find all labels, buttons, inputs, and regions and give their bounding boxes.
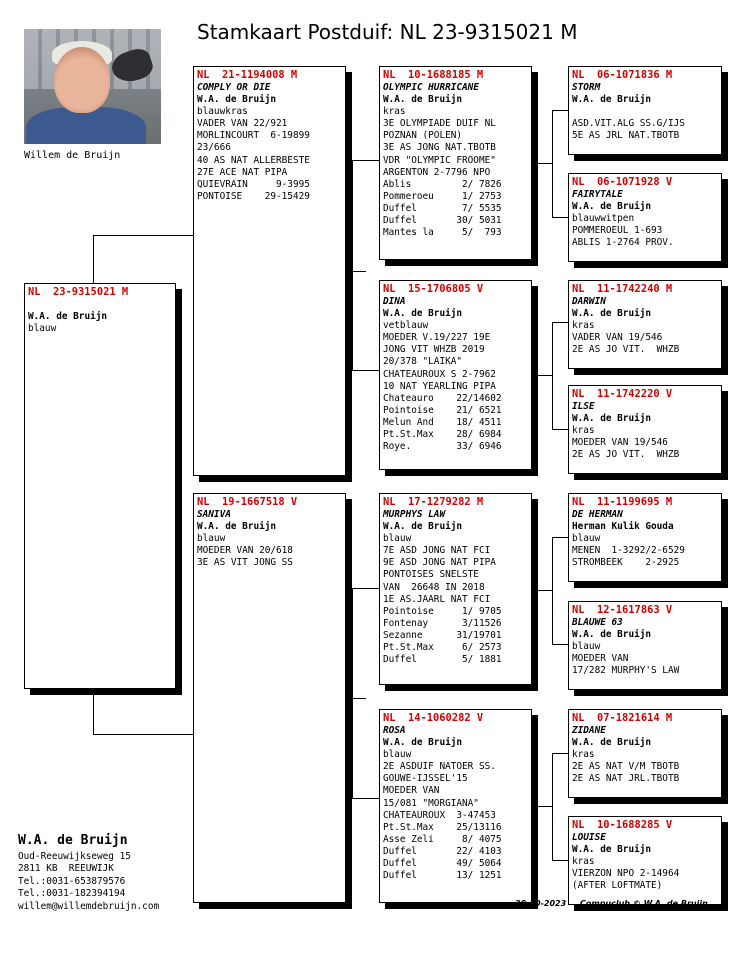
- owner-address: Oud-Reeuwijkseweg 15: [18, 851, 131, 862]
- info-line: QUIEVRAIN 9-3995: [197, 178, 310, 190]
- info-line: 7E ASD JONG NAT FCI: [383, 545, 491, 557]
- breeder-name: W.A. de Bruijn: [383, 521, 463, 533]
- connector-line: [346, 271, 366, 272]
- info-line: MORLINCOURT 6-19899: [197, 130, 310, 142]
- info-line: Roye. 33/ 6946: [383, 441, 502, 453]
- info-line: blauw: [572, 641, 601, 653]
- info-line: blauwkras: [197, 106, 248, 118]
- breeder-name: W.A. de Bruijn: [383, 308, 463, 320]
- pigeon-name: DARWIN: [572, 296, 606, 307]
- pigeon-card-sire-sire[interactable]: [379, 66, 532, 260]
- info-line: MOEDER VAN 20/618: [197, 545, 293, 557]
- ring-number: NL 17-1279282 M: [383, 496, 484, 508]
- connector-line: [552, 322, 568, 323]
- pigeon-card-dds[interactable]: [568, 709, 722, 798]
- info-line: 3E AS JONG NAT.TBOTB: [383, 142, 496, 154]
- info-line: Asse Zeli 8/ 4075: [383, 833, 502, 845]
- info-line: ARGENTON 2-7796 NPO: [383, 166, 491, 178]
- info-line: VADER VAN 22/921: [197, 118, 288, 130]
- info-line: Duffel 49/ 5064: [383, 858, 502, 870]
- connector-line: [93, 688, 94, 734]
- info-line: blauw: [383, 533, 412, 545]
- ring-number: NL 07-1821614 M: [572, 712, 673, 724]
- connector-line: [552, 429, 568, 430]
- spacer: [28, 299, 172, 311]
- info-line: 2E AS NAT JRL.TBOTB: [572, 773, 680, 785]
- ring-number: NL 11-1742220 V: [572, 388, 673, 400]
- info-line: Duffel 13/ 1251: [383, 870, 502, 882]
- pigeon-card-sss[interactable]: [568, 66, 722, 155]
- connector-line: [538, 590, 552, 591]
- connector-line: [538, 806, 552, 807]
- spacer: [572, 106, 718, 118]
- info-line: kras: [572, 749, 595, 761]
- info-line: 3E AS VIT JONG SS: [197, 557, 293, 569]
- info-line: kras: [383, 106, 406, 118]
- info-line: VIERZON NPO 2-14964: [572, 868, 680, 880]
- owner-photo: [24, 29, 161, 144]
- connector-line: [352, 160, 379, 161]
- info-line: Pommeroeu 1/ 2753: [383, 190, 502, 202]
- info-line: 1E AS.JAARL NAT FCI: [383, 593, 491, 605]
- info-line: Duffel 7/ 5535: [383, 202, 502, 214]
- info-line: Pt.St.Max 28/ 6984: [383, 429, 502, 441]
- photo-caption: Willem de Bruijn: [24, 150, 121, 161]
- ring-number: NL 19-1667518 V: [197, 496, 298, 508]
- ring-number: NL 14-1060282 V: [383, 712, 484, 724]
- info-line: Chateauro 22/14602: [383, 392, 502, 404]
- footer-credit: Compuclub © W.A. de Bruijn: [580, 899, 708, 908]
- connector-line: [93, 235, 193, 236]
- pigeon-name: OLYMPIC HURRICANE: [383, 82, 479, 93]
- connector-line: [552, 860, 568, 861]
- connector-line: [552, 644, 568, 645]
- info-line: blauw: [383, 749, 412, 761]
- page-title: Stamkaart Postduif: NL 23-9315021 M: [197, 20, 578, 44]
- pigeon-card-ddd[interactable]: [568, 816, 722, 905]
- info-line: GOUWE-IJSSEL'15: [383, 773, 468, 785]
- connector-line: [352, 798, 379, 799]
- info-line: VDR "OLYMPIC FROOME": [383, 154, 496, 166]
- info-line: PONTOISES SNELSTE: [383, 569, 479, 581]
- breeder-name: W.A. de Bruijn: [28, 311, 108, 323]
- pigeon-name: SANIVA: [197, 509, 231, 520]
- connector-line: [552, 322, 553, 429]
- owner-contact: [18, 833, 218, 913]
- info-line: blauwwitpen: [572, 213, 635, 225]
- ring-number: NL 10-1688185 M: [383, 69, 484, 81]
- breeder-name: W.A. de Bruijn: [572, 737, 652, 749]
- info-line: MOEDER VAN 19/546: [572, 437, 668, 449]
- pigeon-name: LOUISE: [572, 832, 606, 843]
- breeder-name: W.A. de Bruijn: [383, 94, 463, 106]
- pigeon-card-subject[interactable]: [24, 283, 176, 689]
- info-line: Pointoise 1/ 9705: [383, 605, 502, 617]
- info-line: 15/081 "MORGIANA": [383, 797, 479, 809]
- info-line: Pt.St.Max 25/13116: [383, 821, 502, 833]
- info-line: Sezanne 31/19701: [383, 629, 502, 641]
- pigeon-card-sire[interactable]: [193, 66, 346, 476]
- ring-number: NL 06-1071836 M: [572, 69, 673, 81]
- info-line: 10 NAT YEARLING PIPA: [383, 380, 496, 392]
- info-line: blauw: [197, 533, 226, 545]
- info-line: POZNAN (POLEN): [383, 130, 463, 142]
- pigeon-name: BLAUWE 63: [572, 617, 623, 628]
- info-line: 2E ASDUIF NATOER SS.: [383, 761, 496, 773]
- breeder-name: W.A. de Bruijn: [572, 308, 652, 320]
- breeder-name: W.A. de Bruijn: [383, 737, 463, 749]
- connector-line: [93, 235, 94, 284]
- info-line: 23/666: [197, 142, 231, 154]
- info-line: 9E ASD JONG NAT PIPA: [383, 557, 496, 569]
- pigeon-name: MURPHYS LAW: [383, 509, 446, 520]
- ring-number: NL 11-1742240 M: [572, 283, 673, 295]
- pigeon-card-dam-dam[interactable]: [379, 709, 532, 903]
- pigeon-card-sire-dam[interactable]: [379, 280, 532, 470]
- info-line: MENEN 1-3292/2-6529: [572, 545, 685, 557]
- pigeon-name: COMPLY OR DIE: [197, 82, 271, 93]
- info-line: (AFTER LOFTMATE): [572, 880, 663, 892]
- info-line: blauw: [572, 533, 601, 545]
- breeder-name: Herman Kulik Gouda: [572, 521, 674, 533]
- owner-phone-2: Tel.:0031-182394194: [18, 888, 126, 900]
- breeder-name: W.A. de Bruijn: [572, 844, 652, 856]
- pigeon-name: ROSA: [383, 725, 406, 736]
- pigeon-card-dam-sire[interactable]: [379, 493, 532, 685]
- info-line: STROMBEEK 2-2925: [572, 557, 680, 569]
- breeder-name: W.A. de Bruijn: [572, 201, 652, 213]
- footer-date: 29-10-2023: [515, 899, 567, 908]
- info-line: kras: [572, 320, 595, 332]
- info-line: 2E AS JO VIT. WHZB: [572, 344, 680, 356]
- info-line: 17/282 MURPHY'S LAW: [572, 665, 680, 677]
- info-line: ABLIS 1-2764 PROV.: [572, 237, 674, 249]
- ring-number: NL 10-1688285 V: [572, 819, 673, 831]
- pigeon-card-sds[interactable]: [568, 280, 722, 369]
- info-line: Mantes la 5/ 793: [383, 227, 502, 239]
- info-line: ASD.VIT.ALG SS.G/IJS: [572, 118, 685, 130]
- info-line: 2E AS JO VIT. WHZB: [572, 449, 680, 461]
- info-line: MOEDER VAN: [383, 785, 440, 797]
- info-line: 40 AS NAT ALLERBESTE: [197, 154, 310, 166]
- info-line: 2E AS NAT V/M TBOTB: [572, 761, 680, 773]
- connector-line: [552, 110, 553, 217]
- pigeon-name: DINA: [383, 296, 406, 307]
- breeder-name: W.A. de Bruijn: [197, 521, 277, 533]
- connector-line: [538, 375, 552, 376]
- ring-number: NL 06-1071928 V: [572, 176, 673, 188]
- info-line: Melun And 18/ 4511: [383, 416, 502, 428]
- info-line: kras: [572, 425, 595, 437]
- breeder-name: W.A. de Bruijn: [572, 413, 652, 425]
- connector-line: [552, 537, 568, 538]
- pigeon-card-dsd[interactable]: [568, 601, 722, 690]
- ring-number: NL 21-1194008 M: [197, 69, 298, 81]
- connector-line: [552, 537, 553, 644]
- info-line: Fontenay 3/11526: [383, 617, 502, 629]
- pigeon-name: STORM: [572, 82, 601, 93]
- info-line: VAN 26648 IN 2018: [383, 581, 485, 593]
- pigeon-name: ZIDANE: [572, 725, 606, 736]
- info-line: Duffel 22/ 4103: [383, 845, 502, 857]
- info-line: 27E ACE NAT PIPA: [197, 166, 288, 178]
- info-line: MOEDER VAN: [572, 653, 629, 665]
- info-line: kras: [572, 856, 595, 868]
- info-line: Ablis 2/ 7826: [383, 178, 502, 190]
- breeder-name: W.A. de Bruijn: [572, 629, 652, 641]
- owner-name: W.A. de Bruijn: [18, 833, 128, 848]
- connector-line: [538, 163, 552, 164]
- info-line: 3E OLYMPIADE DUIF NL: [383, 118, 496, 130]
- info-line: POMMEROEUL 1-693: [572, 225, 663, 237]
- info-line: MOEDER V.19/227 19E: [383, 332, 491, 344]
- info-line: vetblauw: [383, 320, 429, 332]
- connector-line: [552, 217, 568, 218]
- pigeon-name: FAIRYTALE: [572, 189, 623, 200]
- connector-line: [352, 588, 379, 589]
- connector-line: [552, 753, 553, 860]
- info-line: Duffel 30/ 5031: [383, 215, 502, 227]
- info-line: 20/378 "LAIKA": [383, 356, 463, 368]
- info-line: CHATEAUROUX 3-47453: [383, 809, 496, 821]
- pigeon-card-ssd[interactable]: [568, 173, 722, 262]
- pigeon-name: ILSE: [572, 401, 595, 412]
- connector-line: [552, 753, 568, 754]
- info-line: 5E AS JRL NAT.TBOTB: [572, 130, 680, 142]
- owner-email[interactable]: willem@willemdebruijn.com: [18, 900, 160, 912]
- connector-line: [346, 698, 366, 699]
- ring-number: NL 23-9315021 M: [28, 286, 129, 298]
- info-line: VADER VAN 19/546: [572, 332, 663, 344]
- ring-number: NL 15-1706805 V: [383, 283, 484, 295]
- info-line: blauw: [28, 323, 57, 335]
- info-line: PONTOISE 29-15429: [197, 190, 310, 202]
- breeder-name: W.A. de Bruijn: [197, 94, 277, 106]
- owner-phone-1: Tel.:0031-653879576: [18, 875, 126, 887]
- pigeon-card-dss[interactable]: [568, 493, 722, 582]
- connector-line: [552, 110, 568, 111]
- connector-line: [352, 588, 353, 798]
- info-line: Pt.St.Max 6/ 2573: [383, 642, 502, 654]
- connector-line: [93, 734, 193, 735]
- owner-postcode: 2811 KB REEUWIJK: [18, 863, 114, 875]
- info-line: JONG VIT WHZB 2019: [383, 344, 485, 356]
- breeder-name: W.A. de Bruijn: [572, 94, 652, 106]
- connector-line: [352, 160, 353, 370]
- info-line: CHATEAUROUX S 2-7962: [383, 368, 496, 380]
- pigeon-card-sdd[interactable]: [568, 385, 722, 474]
- ring-number: NL 12-1617863 V: [572, 604, 673, 616]
- info-line: Pointoise 21/ 6521: [383, 404, 502, 416]
- pigeon-name: DE HERMAN: [572, 509, 623, 520]
- info-line: Duffel 5/ 1881: [383, 654, 502, 666]
- ring-number: NL 11-1199695 M: [572, 496, 673, 508]
- connector-line: [352, 370, 379, 371]
